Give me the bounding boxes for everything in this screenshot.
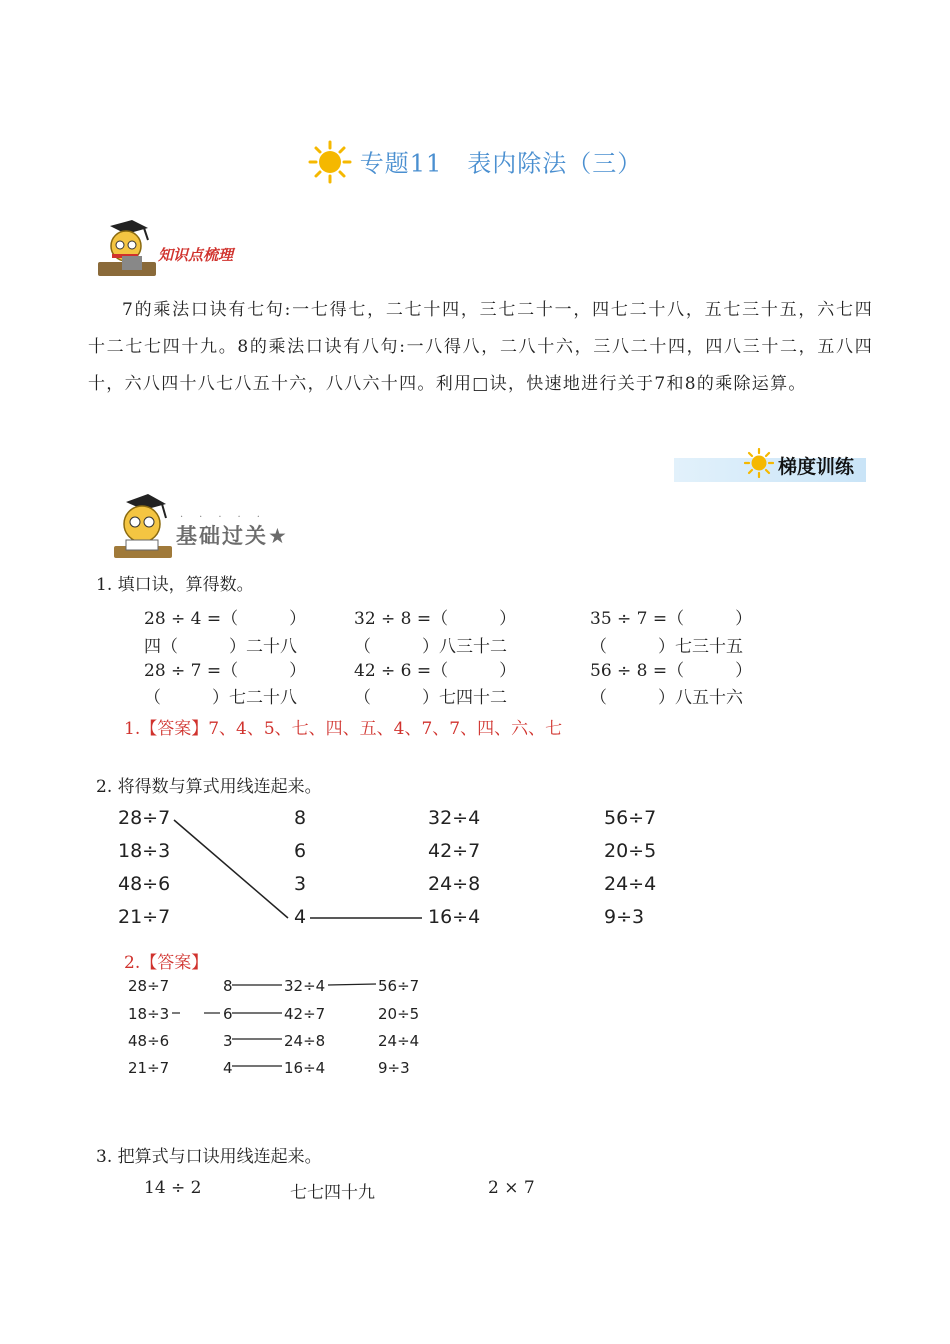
q2-expr: 20÷5 xyxy=(604,840,657,862)
q2-answer-expr: 28÷7 xyxy=(128,977,170,995)
mascot-book-icon xyxy=(110,492,176,566)
q2-answer-result: 4 xyxy=(223,1059,233,1077)
mascot-laptop-icon xyxy=(92,220,160,284)
q2-answer-expr: 32÷4 xyxy=(284,977,326,995)
q1-cell: 56 ÷ 8 =（ ） xyxy=(590,661,753,681)
q2-result: 8 xyxy=(294,807,307,829)
q2-expr: 9÷3 xyxy=(604,906,645,928)
q1-cell: 四（ ）二十八 xyxy=(144,637,297,657)
basic-section-title: 基础过关★ xyxy=(176,524,289,548)
sun-small-icon xyxy=(744,448,774,482)
q1-cell: （ ）七二十八 xyxy=(144,688,297,708)
q2-expr: 18÷3 xyxy=(118,840,171,862)
q1-cell: 42 ÷ 6 =（ ） xyxy=(354,661,517,681)
q3-item: 七七四十九 xyxy=(290,1183,375,1203)
q2-expr: 21÷7 xyxy=(118,906,171,928)
q2-result: 6 xyxy=(294,840,307,862)
q2-expr: 48÷6 xyxy=(118,873,171,895)
q2-expr: 32÷4 xyxy=(428,807,481,829)
q2-answer-expr: 20÷5 xyxy=(378,1005,420,1023)
q1-cell: 28 ÷ 4 =（ ） xyxy=(144,609,307,629)
q3-item: 14 ÷ 2 xyxy=(144,1178,202,1198)
q2-result: 3 xyxy=(294,873,307,895)
knowledge-paragraph xyxy=(88,292,873,403)
q2-answer-expr: 24÷8 xyxy=(284,1032,326,1050)
q2-expr: 24÷8 xyxy=(428,873,481,895)
q1-cell: （ ）八三十二 xyxy=(354,637,507,657)
q1-cell: （ ）八五十六 xyxy=(590,688,743,708)
q2-result: 4 xyxy=(294,906,307,928)
q1-cell: 32 ÷ 8 =（ ） xyxy=(354,609,517,629)
q2-answer-expr: 56÷7 xyxy=(378,977,420,995)
q2-expr: 42÷7 xyxy=(428,840,481,862)
q1-answer: 1.【答案】7、4、5、七、四、五、4、7、7、四、六、七 xyxy=(124,719,563,739)
q2-answer-result: 6 xyxy=(223,1005,233,1023)
q2-expr: 28÷7 xyxy=(118,807,171,829)
page-title xyxy=(0,140,950,190)
q2-answer-label: 2.【答案】 xyxy=(124,953,209,973)
q2-expr: 16÷4 xyxy=(428,906,481,928)
page-title-text: 专题11 表内除法（三） xyxy=(359,149,643,178)
q3-prompt: 3. 把算式与口诀用线连起来。 xyxy=(96,1147,322,1167)
q2-expr: 56÷7 xyxy=(604,807,657,829)
q2-answer-result: 8 xyxy=(223,977,233,995)
answer-line xyxy=(328,984,376,985)
q1-cell: 28 ÷ 7 =（ ） xyxy=(144,661,307,681)
q1-cell: （ ）七四十二 xyxy=(354,688,507,708)
q2-answer-expr: 21÷7 xyxy=(128,1059,170,1077)
q2-answer-expr: 42÷7 xyxy=(284,1005,326,1023)
q2-expr: 24÷4 xyxy=(604,873,657,895)
knowledge-section-title: 知识点梳理 xyxy=(158,246,234,264)
q2-answer-expr: 24÷4 xyxy=(378,1032,420,1050)
sun-icon xyxy=(308,140,352,190)
q1-cell: 35 ÷ 7 =（ ） xyxy=(590,609,753,629)
match-line xyxy=(174,820,288,918)
knowledge-text: 7的乘法口诀有七句:一七得七，二七十四，三七二十一，四七二十八，五七三十五，六七四十二七七四十九。8的乘法口诀有八句:一八得八，二八十六，三八二十四，四八三十二，五八四十，六八四十八七八五十六，八八六十四。利用□诀，快速地进行关于7和8的乘除运算。 xyxy=(88,300,873,394)
q2-answer-expr: 9÷3 xyxy=(378,1059,410,1077)
dots-decoration: ····· xyxy=(180,512,276,523)
q1-cell: （ ）七三十五 xyxy=(590,637,743,657)
q2-answer-expr: 16÷4 xyxy=(284,1059,326,1077)
q3-item: 2 × 7 xyxy=(488,1178,535,1198)
gradient-section-title: 梯度训练 xyxy=(778,456,855,478)
q2-answer-result: 3 xyxy=(223,1032,233,1050)
q2-prompt: 2. 将得数与算式用线连起来。 xyxy=(96,777,322,797)
q2-answer-expr: 48÷6 xyxy=(128,1032,170,1050)
q1-prompt: 1. 填口诀，算得数。 xyxy=(96,575,254,595)
q2-answer-expr: 18÷3 xyxy=(128,1005,170,1023)
